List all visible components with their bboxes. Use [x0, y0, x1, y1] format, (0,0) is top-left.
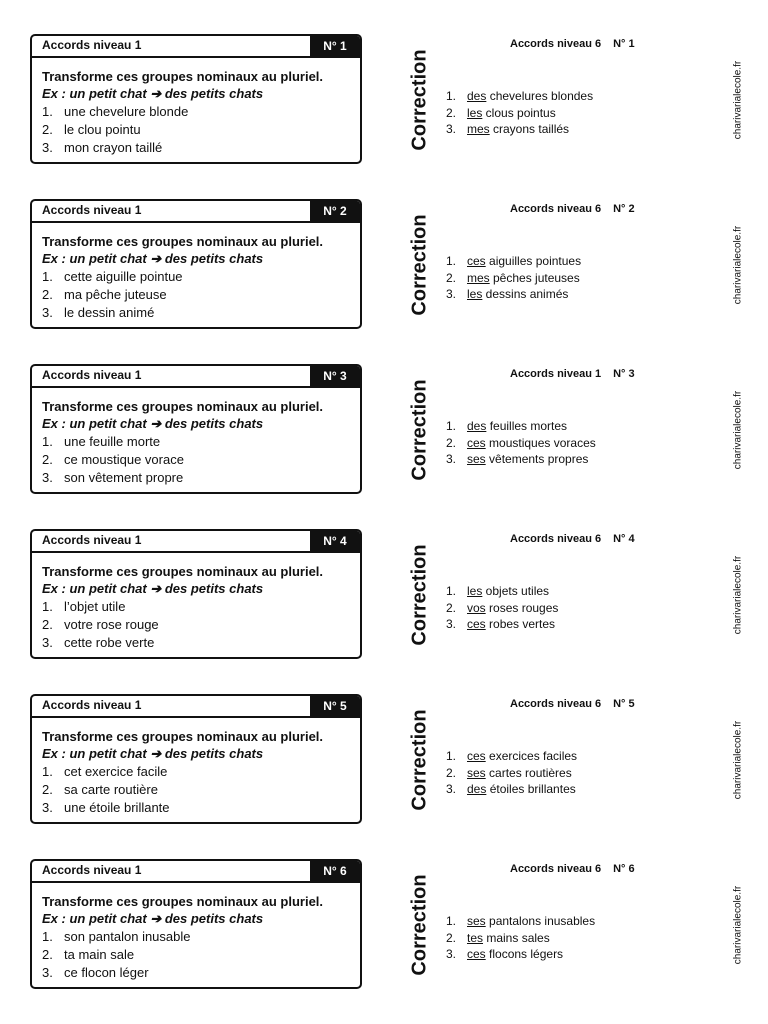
correction-label: Correction [408, 49, 431, 151]
card-header [32, 696, 360, 718]
answer-determiner: des [467, 89, 487, 103]
correction-title: Accords niveau 6 [510, 698, 602, 710]
correction-title: Accords niveau 1 [510, 368, 602, 380]
correction-header [510, 863, 635, 875]
exercise-item: 1. une feuille morte [42, 434, 161, 449]
instruction-text: Transforme ces groupes nominaux au pluriel. [42, 69, 324, 84]
exercise-item: 2. ta main sale [42, 947, 135, 962]
answer-item: 3. des étoiles brillantes [446, 782, 576, 796]
answer-rest: chevelures blondes [486, 89, 594, 103]
answer-item: 2. tes mains sales [446, 930, 550, 945]
site-watermark: charivarialecole.fr [732, 720, 744, 800]
item-text: une étoile brillante [64, 800, 170, 815]
exercise-items [42, 598, 360, 652]
card-title: Accords niveau 1 [42, 368, 142, 382]
card-header [32, 201, 360, 223]
answer-determiner: ces [467, 947, 486, 961]
card-title: Accords niveau 1 [42, 203, 142, 217]
example-text: Ex : un petit chat ➔ des petits chats [42, 581, 264, 596]
item-text: une chevelure blonde [64, 104, 189, 119]
exercise-card [30, 529, 362, 659]
correction-header [510, 38, 635, 50]
exercise-item: 3. le dessin animé [42, 305, 155, 320]
card-title: Accords niveau 1 [42, 863, 142, 877]
exercise-item: 3. mon crayon taillé [42, 140, 163, 155]
exercise-item: 2. sa carte routière [42, 782, 158, 797]
example-text: Ex : un petit chat ➔ des petits chats [42, 86, 264, 101]
item-text: ta main sale [64, 947, 135, 962]
exercise-row [0, 165, 768, 330]
example-text: Ex : un petit chat ➔ des petits chats [42, 911, 264, 926]
correction-label: Correction [408, 709, 431, 811]
correction-number: N° 3 [613, 368, 635, 380]
item-text: sa carte routière [64, 782, 158, 797]
exercise-item: 3. cette robe verte [42, 635, 155, 650]
exercise-row [0, 660, 768, 825]
correction-number: N° 5 [613, 698, 635, 710]
instruction-text: Transforme ces groupes nominaux au pluriel. [42, 894, 324, 909]
correction-label: Correction [408, 874, 431, 976]
card-number-badge: N° 5 [310, 696, 360, 716]
card-title: Accords niveau 1 [42, 533, 142, 547]
answer-determiner: ses [467, 452, 486, 466]
answer-item: 3. ces flocons légers [446, 947, 564, 961]
answer-determiner: ses [467, 765, 486, 780]
example-text: Ex : un petit chat ➔ des petits chats [42, 746, 264, 761]
correction-label: Correction [408, 544, 431, 646]
item-text: cet exercice facile [64, 764, 168, 779]
exercise-card [30, 199, 362, 329]
item-text: cette aiguille pointue [64, 269, 183, 284]
answer-rest: pantalons inusables [485, 914, 596, 928]
answer-rest: cartes routières [485, 765, 572, 780]
answer-rest: étoiles brillantes [486, 782, 576, 796]
answer-determiner: ces [467, 617, 486, 631]
answer-item: 3. ces robes vertes [446, 617, 556, 631]
item-text: le dessin animé [64, 305, 155, 320]
instruction-text: Transforme ces groupes nominaux au pluriel. [42, 399, 324, 414]
correction-label: Correction [408, 214, 431, 316]
card-number-badge: N° 4 [310, 531, 360, 551]
item-text: son pantalon inusable [64, 929, 191, 944]
exercise-item: 1. l’objet utile [42, 599, 126, 614]
correction-answers [446, 88, 593, 138]
item-text: ce flocon léger [64, 965, 149, 980]
answer-determiner: ces [467, 749, 486, 763]
exercise-item: 3. ce flocon léger [42, 965, 149, 980]
correction-header [510, 533, 635, 545]
answer-rest: aiguilles pointues [485, 254, 582, 268]
answer-item: 2. vos roses rouges [446, 600, 559, 615]
answer-determiner: tes [467, 930, 484, 945]
exercise-items [42, 103, 360, 157]
answer-rest: feuilles mortes [486, 419, 568, 433]
exercise-item: 2. votre rose rouge [42, 617, 159, 632]
correction-title: Accords niveau 6 [510, 533, 602, 545]
answer-rest: robes vertes [485, 617, 556, 631]
site-watermark: charivarialecole.fr [732, 390, 744, 470]
card-title: Accords niveau 1 [42, 698, 142, 712]
answer-determiner: les [467, 584, 483, 598]
answer-item: 2. ces moustiques voraces [446, 435, 596, 450]
site-watermark: charivarialecole.fr [732, 555, 744, 635]
card-header [32, 531, 360, 553]
answer-item: 3. les dessins animés [446, 287, 569, 301]
exercise-row [0, 330, 768, 495]
answer-rest: roses rouges [485, 600, 559, 615]
answer-item: 1. ses pantalons inusables [446, 914, 596, 928]
answer-rest: mains sales [483, 930, 550, 945]
answer-determiner: mes [467, 270, 490, 285]
correction-answers [446, 583, 558, 633]
item-text: l’objet utile [64, 599, 126, 614]
correction-number: N° 2 [613, 203, 635, 215]
correction-answers [446, 418, 596, 468]
correction-title: Accords niveau 6 [510, 38, 602, 50]
exercise-card [30, 34, 362, 164]
answer-item: 1. des feuilles mortes [446, 419, 568, 433]
exercise-item: 2. ce moustique vorace [42, 452, 184, 467]
answer-determiner: mes [467, 122, 490, 136]
exercise-row [0, 495, 768, 660]
correction-number: N° 6 [613, 863, 635, 875]
card-title: Accords niveau 1 [42, 38, 142, 52]
item-text: son vêtement propre [64, 470, 184, 485]
exercise-items [42, 763, 360, 817]
answer-determiner: les [467, 287, 483, 301]
exercise-row [0, 825, 768, 990]
correction-answers [446, 253, 581, 303]
answer-determiner: vos [467, 600, 486, 615]
answer-determiner: ces [467, 435, 486, 450]
answer-item: 1. des chevelures blondes [446, 89, 594, 103]
correction-number: N° 1 [613, 38, 635, 50]
exercise-row [0, 0, 768, 165]
exercise-card [30, 859, 362, 989]
instruction-text: Transforme ces groupes nominaux au pluriel. [42, 729, 324, 744]
correction-label: Correction [408, 379, 431, 481]
site-watermark: charivarialecole.fr [732, 225, 744, 305]
answer-rest: exercices faciles [485, 749, 578, 763]
answer-item: 1. les objets utiles [446, 584, 550, 598]
exercise-item: 3. son vêtement propre [42, 470, 184, 485]
answer-rest: pêches juteuses [489, 270, 580, 285]
example-text: Ex : un petit chat ➔ des petits chats [42, 251, 264, 266]
exercise-item: 2. le clou pointu [42, 122, 141, 137]
exercise-items [42, 268, 360, 322]
item-text: une feuille morte [64, 434, 161, 449]
exercise-card [30, 364, 362, 494]
exercise-card [30, 694, 362, 824]
card-header [32, 366, 360, 388]
exercise-item: 1. cette aiguille pointue [42, 269, 183, 284]
answer-item: 2. les clous pointus [446, 105, 556, 120]
exercise-items [42, 433, 360, 487]
answer-item: 2. ses cartes routières [446, 765, 572, 780]
exercise-item: 3. une étoile brillante [42, 800, 170, 815]
correction-header [510, 203, 635, 215]
card-number-badge: N° 1 [310, 36, 360, 56]
answer-rest: flocons légers [485, 947, 564, 961]
item-text: ma pêche juteuse [64, 287, 167, 302]
card-header [32, 36, 360, 58]
correction-header [510, 368, 635, 380]
correction-title: Accords niveau 6 [510, 203, 602, 215]
card-number-badge: N° 6 [310, 861, 360, 881]
example-text: Ex : un petit chat ➔ des petits chats [42, 416, 264, 431]
site-watermark: charivarialecole.fr [732, 885, 744, 965]
card-number-badge: N° 2 [310, 201, 360, 221]
item-text: mon crayon taillé [64, 140, 163, 155]
answer-rest: objets utiles [482, 584, 550, 598]
correction-answers [446, 748, 577, 798]
answer-item: 1. ces aiguilles pointues [446, 254, 582, 268]
answer-rest: vêtements propres [485, 452, 589, 466]
card-header [32, 861, 360, 883]
answer-determiner: des [467, 419, 487, 433]
correction-header [510, 698, 635, 710]
answer-rest: clous pointus [482, 105, 556, 120]
answer-item: 3. mes crayons taillés [446, 122, 570, 136]
correction-answers [446, 913, 595, 963]
site-watermark: charivarialecole.fr [732, 60, 744, 140]
answer-rest: dessins animés [482, 287, 569, 301]
item-text: cette robe verte [64, 635, 155, 650]
answer-item: 3. ses vêtements propres [446, 452, 589, 466]
card-number-badge: N° 3 [310, 366, 360, 386]
answer-determiner: ses [467, 914, 486, 928]
answer-rest: crayons taillés [489, 122, 570, 136]
instruction-text: Transforme ces groupes nominaux au pluriel. [42, 564, 324, 579]
item-text: ce moustique vorace [64, 452, 184, 467]
item-text: votre rose rouge [64, 617, 159, 632]
answer-item: 2. mes pêches juteuses [446, 270, 580, 285]
answer-rest: moustiques voraces [485, 435, 596, 450]
exercise-item: 1. cet exercice facile [42, 764, 168, 779]
exercise-items [42, 928, 360, 982]
instruction-text: Transforme ces groupes nominaux au pluriel. [42, 234, 324, 249]
item-text: le clou pointu [64, 122, 141, 137]
exercise-item: 2. ma pêche juteuse [42, 287, 167, 302]
answer-item: 1. ces exercices faciles [446, 749, 578, 763]
correction-title: Accords niveau 6 [510, 863, 602, 875]
answer-determiner: des [467, 782, 487, 796]
answer-determiner: les [467, 105, 483, 120]
exercise-item: 1. son pantalon inusable [42, 929, 191, 944]
correction-number: N° 4 [613, 533, 635, 545]
answer-determiner: ces [467, 254, 486, 268]
exercise-item: 1. une chevelure blonde [42, 104, 189, 119]
